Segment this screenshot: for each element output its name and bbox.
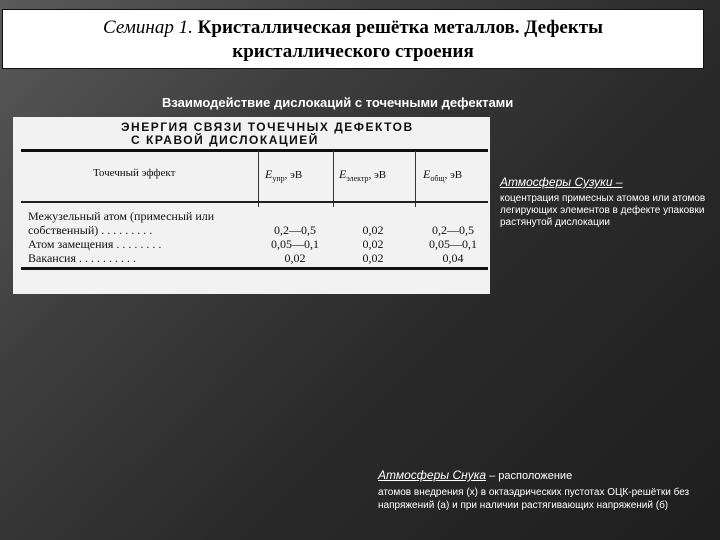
- col-header-e-upr: $E_{упр}$, эВ: [265, 167, 303, 184]
- table-cell: 0,02: [362, 251, 384, 265]
- table-cell: 0,02: [362, 237, 384, 251]
- row-label: Межузельный атом (примесный или: [28, 209, 215, 223]
- suzuki-description: коцентрация примесных атомов или атомов легирующих элементов в дефекте упаковки растянутой дислокации: [500, 193, 706, 228]
- row-label: Вакансия . . . . . . . . . .: [28, 251, 136, 265]
- table-cell: 0,05—0,1: [271, 237, 319, 251]
- col-divider: [415, 151, 416, 207]
- table-bottom-rule: [21, 267, 488, 270]
- table-cell: 0,2—0,5: [274, 223, 316, 237]
- table-cell: 0,2—0,5: [432, 223, 474, 237]
- table-cell: 0,02: [284, 251, 306, 265]
- table-cell: 0,04: [442, 251, 464, 265]
- col-header-e-total: $E_{общ}$, эВ: [423, 167, 463, 184]
- table-cell: 0,05—0,1: [429, 237, 477, 251]
- col-header-defect: Точечный эффект: [93, 167, 176, 179]
- title-line-1: Семинар 1. Кристаллическая решётка металлов. Дефекты: [103, 17, 603, 38]
- row-label: собственный) . . . . . . . . .: [28, 223, 153, 237]
- snuk-title: Атмосферы Снука – расположение: [378, 468, 573, 482]
- suzuki-title: Атмосферы Сузуки –: [500, 175, 623, 189]
- table-top-rule: [21, 149, 488, 152]
- slide-title: [2, 9, 704, 69]
- energy-table-image: [13, 117, 490, 294]
- header-rule: [21, 201, 488, 203]
- table-heading: ЭНЕРГИЯ СВЯЗИ ТОЧЕЧНЫХ ДЕФЕКТОВ С КРАВОЙ ДИСЛОКАЦИЕЙ: [121, 120, 414, 147]
- slide-subtitle: Взаимодействие дислокаций с точечными дефектами: [162, 95, 514, 110]
- row-label: Атом замещения . . . . . . . .: [28, 237, 162, 251]
- col-divider: [333, 151, 334, 207]
- table-cell: 0,02: [362, 223, 384, 237]
- col-divider: [258, 151, 259, 207]
- title-line-2: кристаллического строения: [232, 41, 474, 62]
- col-header-e-electr: $E_{электр}$, эВ: [339, 167, 387, 184]
- snuk-description: атомов внедрения (х) в октаэдрических пустотах ОЦК-решётки без напряжений (а) и при наличии растягивающих напряжений (б): [378, 487, 690, 511]
